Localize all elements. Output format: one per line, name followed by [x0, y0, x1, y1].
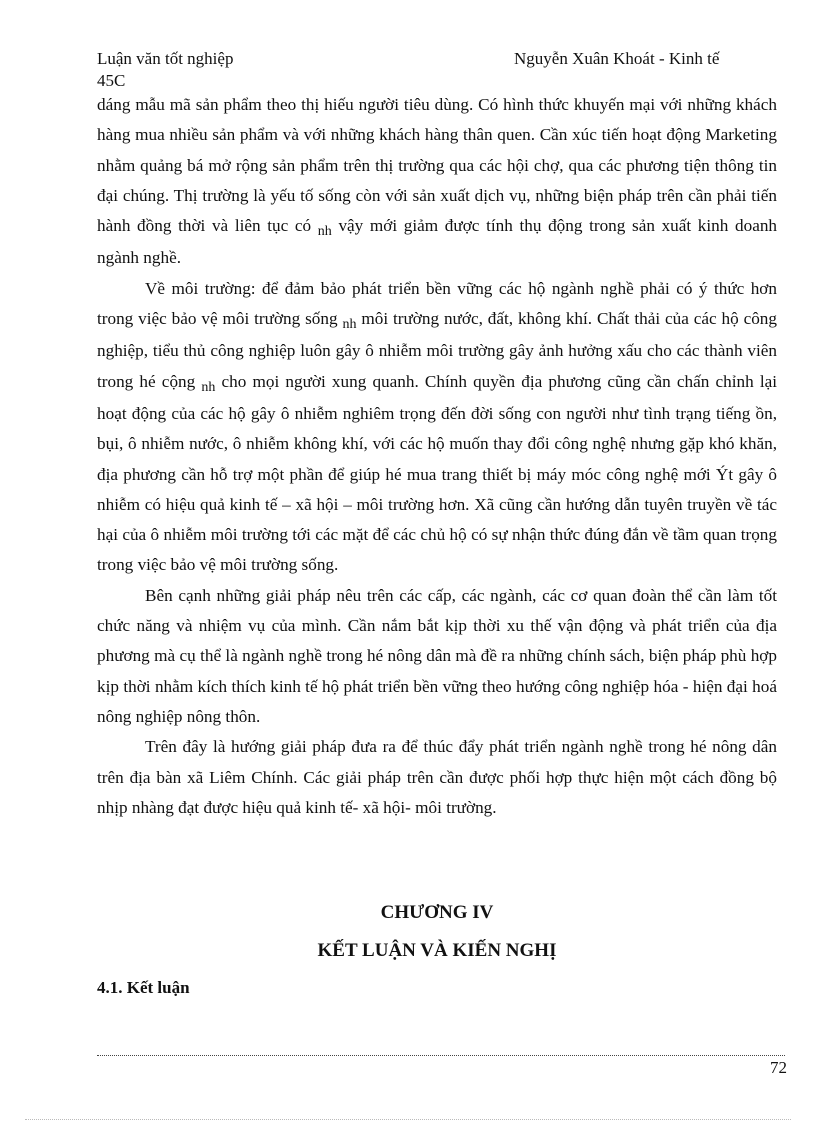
paragraph-2-subscript-1: nh	[342, 317, 357, 333]
header-author: Nguyễn Xuân Khoát - Kinh tế	[514, 49, 720, 68]
footer-divider	[97, 1055, 785, 1056]
paragraph-1-subscript: nh	[317, 224, 332, 240]
paragraph-2-subscript-2: nh	[201, 379, 216, 395]
paragraph-1	[97, 90, 777, 274]
chapter-title: KẾT LUẬN VÀ KIẾN NGHỊ	[317, 940, 557, 961]
header-thesis-label: Luận văn tốt nghiệp	[97, 49, 234, 68]
header-class-label: 45C	[97, 71, 126, 90]
paragraph-3: Bên cạnh những giải pháp nêu trên các cấp, các ngành, các cơ quan đoàn thể cần làm tốt chức năng và nhiệm vụ của mình. Cần nắm bắt kịp thời xu thế vận động và phát triển của địa phương mà cụ thể là ngành nghề trong hé nông dân mà đề ra những chính sách, biện pháp phù hợp kịp thời nhằm kích thích kinh tế hộ phát triển bền vững theo hướng công nghiệp hóa - hiện đại hoá nông nghiệp nông thôn.	[97, 585, 777, 726]
paragraph-1-text-a: dáng mẫu mã sản phẩm theo thị hiếu người tiêu dùng. Có hình thức khuyến mại với những khách hàng mua nhiều sản phẩm và với những khách hàng thân quen. Cần xúc tiến hoạt động Marketing nhằm quảng bá mở rộng sản phẩm trên thị trường qua các hội chợ, qua các phương tiện thông tin đại chúng. Thị trường là yếu tố sống còn với sản xuất dịch vụ, những biện pháp trên cần phải tiến hành đồng thời và liên tục có	[97, 95, 777, 236]
header-left	[97, 48, 233, 92]
paragraph-4: Trên đây là hướng giải pháp đưa ra để thúc đẩy phát triển ngành nghề trong hé nông dân trên địa bàn xã Liêm Chính. Các giải pháp trên cần được phối hợp thực hiện một cách đồng bộ nhịp nhàng đạt được hiệu quả kinh tế- xã hội- môi trường.	[97, 737, 777, 817]
paragraph-2-text-a: Về môi trường: để đảm bảo phát triển bền vững các hộ ngành nghề phải có ý thức hơn trong việc bảo vệ môi trường sống	[97, 278, 777, 329]
page-bottom-divider	[25, 1119, 791, 1120]
chapter-number: CHƯƠNG IV	[380, 902, 494, 923]
section-heading: 4.1. Kết luận	[97, 978, 190, 997]
paragraph-2-text-c: cho mọi người xung quanh. Chính quyền địa phương cũng cần chấn chỉnh lại hoạt động của các hộ gây ô nhiễm nghiêm trọng đến đời sống con người như tình trạng tiếng ồn, bụi, ô nhiễm nước, ô nhiễm không khí, với các hộ muốn thay đổi công nghệ nhưng gặp khó khăn, địa phương cần hỗ trợ một phần để giúp hé mua trang thiết bị máy móc công nghệ mới Ýt gây ô nhiễm có hiệu quả kinh tế – xã hội – môi trường hơn. Xã cũng cần hướng dẫn tuyên truyền về tác hại của ô nhiễm môi trường tới các mặt để các chủ hộ có sự nhận thức đúng đắn về tầm quan trọng trong việc bảo vệ môi trường sống.	[97, 371, 778, 575]
page-number: 72	[770, 1058, 787, 1077]
paragraph-2-text-b: môi trường nước, đất, không khí. Chất thải của các hộ công nghiệp, tiểu thủ công nghiệp luôn gây ô nhiễm môi trường gây ảnh hưởng xấu cho các thành viên trong hé cộng	[97, 309, 777, 391]
paragraph-2	[97, 274, 777, 581]
body-text	[97, 90, 777, 823]
paragraph-1-text-b: vậy mới giảm được tính thụ động trong sản xuất kinh doanh ngành nghề.	[97, 216, 778, 268]
